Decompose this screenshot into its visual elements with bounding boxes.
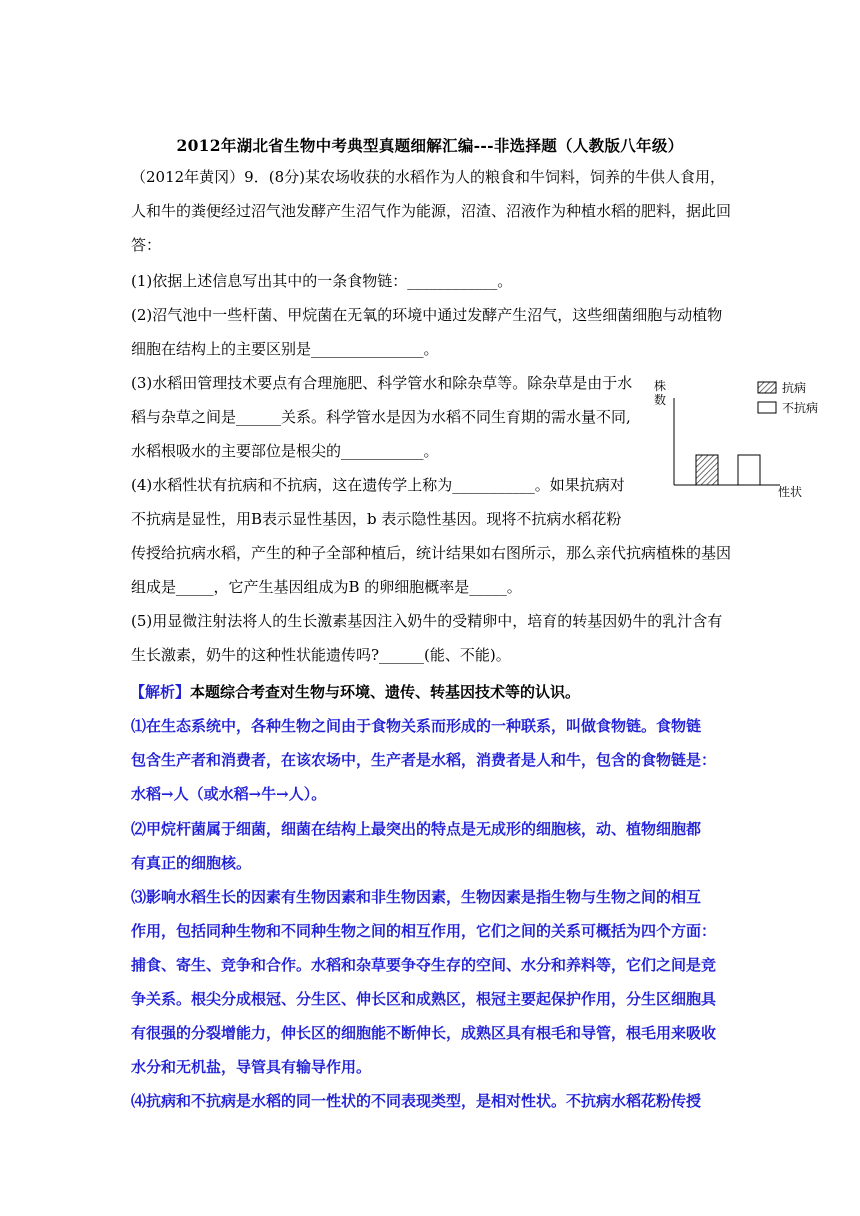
analysis-line: ⑴在生态系统中，各种生物之间由于食物关系而形成的一种联系，叫做食物链。食物链 [131, 717, 702, 735]
analysis-line: 水稻→人（或水稻→牛→人）。 [131, 785, 327, 803]
analysis-line: ⑶影响水稻生长的因素有生物因素和非生物因素，生物因素是指生物与生物之间的相互 [131, 888, 702, 906]
question-line: 人和牛的粪便经过沼气池发酵产生沼气作为能源，沼渣、沼液作为种植水稻的肥料，据此回 [131, 202, 732, 220]
bar-nonresistant [738, 455, 760, 485]
y-axis-label: 数 [653, 393, 667, 407]
document-title: 2012年湖北省生物中考典型真题细解汇编---非选择题（人教版八年级） [176, 136, 684, 155]
analysis-line: 有很强的分裂增能力，伸长区的细胞能不断伸长，成熟区具有根毛和导管，根毛用来吸收 [131, 1024, 717, 1042]
question-line: (5)用显微注射法将人的生长激素基因注入奶牛的受精卵中，培育的转基因奶牛的乳汁含有 [131, 612, 723, 630]
question-line: 传授给抗病水稻，产生的种子全部种植后，统计结果如右图所示，那么亲代抗病植株的基因 [131, 544, 732, 562]
analysis-line: 作用，包括同种生物和不同种生物之间的相互作用，它们之间的关系可概括为四个方面： [131, 922, 717, 940]
question-line: 不抗病是显性，用B表示显性基因，b 表示隐性基因。现将不抗病水稻花粉 [131, 510, 622, 528]
analysis-line: 捕食、寄生、竞争和合作。水稻和杂草要争夺生存的空间、水分和养料等，它们之间是竞 [131, 956, 717, 974]
question-line: (4)水稻性状有抗病和不抗病，这在遗传学上称为___________。如果抗病对 [131, 476, 625, 494]
question-line: 细胞在结构上的主要区别是_______________。 [131, 340, 439, 358]
question-line: (2)沼气池中一些杆菌、甲烷菌在无氧的环境中通过发酵产生沼气，这些细菌细胞与动植物 [131, 306, 723, 324]
analysis-line: ⑷抗病和不抗病是水稻的同一性状的不同表现类型，是相对性状。不抗病水稻花粉传授 [131, 1092, 702, 1110]
analysis-line: 包含生产者和消费者，在该农场中，生产者是水稻，消费者是人和牛，包含的食物链是： [131, 751, 717, 769]
y-axis-label: 株 [653, 379, 667, 393]
analysis-line: ⑵甲烷杆菌属于细菌，细菌在结构上最突出的特点是无成形的细胞核，动、植物细胞都 [131, 820, 702, 838]
question-line: 组成是_____，它产生基因组成为B 的卵细胞概率是_____。 [131, 578, 522, 596]
analysis-intro [130, 675, 580, 709]
analysis-intro-text: 本题综合考查对生物与环境、遗传、转基因技术等的认识。 [190, 683, 581, 701]
bar-resistant [696, 455, 718, 485]
legend-swatch [758, 382, 776, 393]
question-line: 生长激素，奶牛的这种性状能遗传吗?______(能、不能)。 [131, 646, 511, 664]
analysis-label: 【解析】 [130, 683, 191, 701]
analysis-line: 水分和无机盐，导管具有输导作用。 [131, 1058, 372, 1076]
bar-chart [640, 370, 840, 500]
x-axis-label: 性状 [777, 485, 803, 499]
legend-label: 抗病 [782, 381, 807, 395]
question-line: (3)水稻田管理技术要点有合理施肥、科学管水和除杂草等。除杂草是由于水 [131, 374, 633, 392]
question-line: （2012年黄冈）9．(8分)某农场收获的水稻作为人的粮食和牛饲料，饲养的牛供人食用， [131, 168, 725, 186]
analysis-line: 有真正的细胞核。 [131, 854, 252, 872]
analysis-line: 争关系。根尖分成根冠、分生区、伸长区和成熟区，根冠主要起保护作用，分生区细胞具 [131, 990, 717, 1008]
question-line: 水稻根吸水的主要部位是根尖的___________。 [131, 442, 439, 460]
question-line: (1)依据上述信息写出其中的一条食物链：____________。 [131, 272, 513, 290]
question-line: 答： [131, 236, 162, 254]
legend-swatch [758, 402, 776, 413]
question-line: 稻与杂草之间是______关系。科学管水是因为水稻不同生育期的需水量不同, [131, 408, 631, 426]
legend-label: 不抗病 [782, 401, 819, 415]
